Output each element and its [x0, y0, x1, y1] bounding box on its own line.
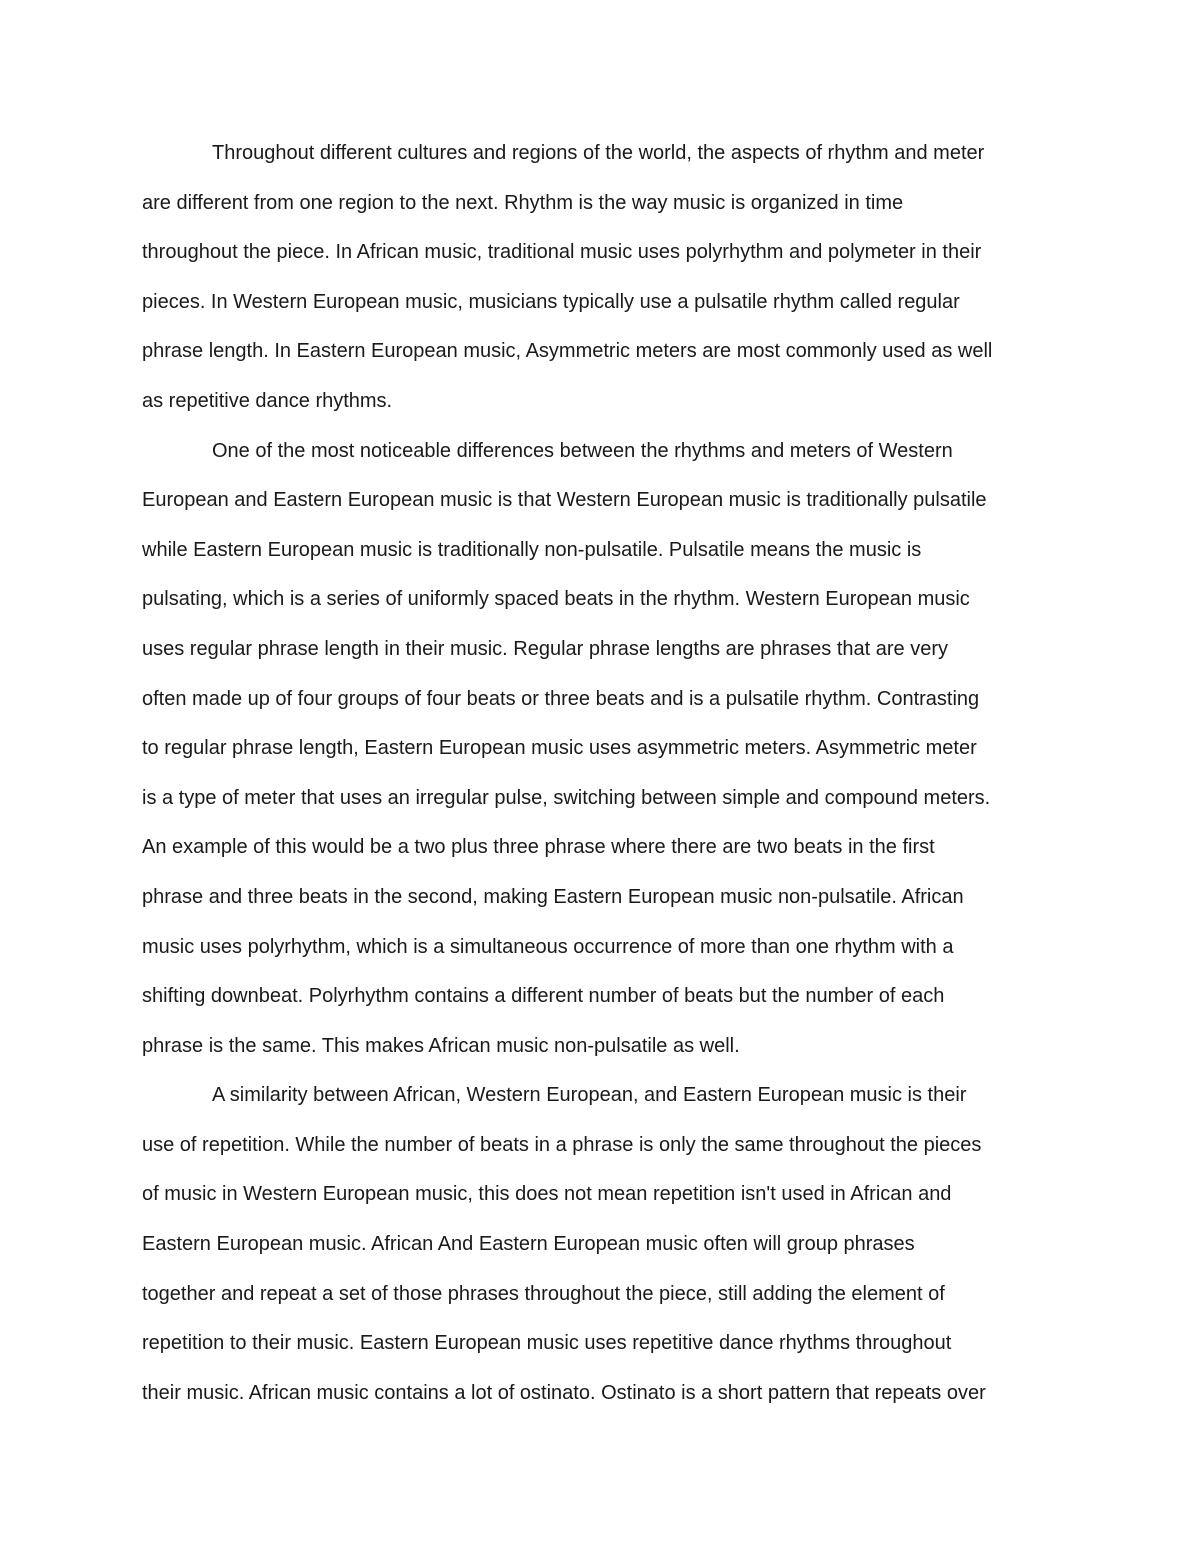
text-line: Throughout different cultures and regions of the world, the aspects of rhythm and meter: [212, 142, 985, 164]
text-line: repetition to their music. Eastern European music uses repetitive dance rhythms throughout: [142, 1332, 952, 1355]
document-body: [142, 129, 1067, 1418]
text-line: to regular phrase length, Eastern European music uses asymmetric meters. Asymmetric meter: [142, 737, 977, 760]
text-line: music uses polyrhythm, which is a simultaneous occurrence of more than one rhythm with a: [142, 935, 954, 958]
text-line: One of the most noticeable differences between the rhythms and meters of Western: [212, 439, 953, 462]
text-line: phrase length. In Eastern European music, Asymmetric meters are most commonly used as well: [142, 340, 993, 363]
text-line: uses regular phrase length in their music. Regular phrase lengths are phrases that are very: [142, 637, 948, 660]
text-line: are different from one region to the next. Rhythm is the way music is organized in time: [142, 191, 904, 214]
text-line: pieces. In Western European music, musicians typically use a pulsatile rhythm called regular: [142, 290, 960, 313]
text-line: phrase is the same. This makes African music non-pulsatile as well.: [142, 1034, 740, 1057]
text-line: A similarity between African, Western European, and Eastern European music is their: [212, 1084, 967, 1107]
paragraph-2: [142, 427, 1067, 1072]
text-line: often made up of four groups of four beats or three beats and is a pulsatile rhythm. Contrasting: [142, 687, 980, 710]
text-line: of music in Western European music, this does not mean repetition isn't used in African and: [142, 1183, 952, 1206]
paragraph-3: [142, 1071, 1067, 1418]
text-line: phrase and three beats in the second, making Eastern European music non-pulsatile. African: [142, 885, 964, 908]
text-line: An example of this would be a two plus three phrase where there are two beats in the first: [142, 836, 935, 859]
text-line: is a type of meter that uses an irregular pulse, switching between simple and compound meters.: [142, 786, 991, 809]
text-line: pulsating, which is a series of uniformly spaced beats in the rhythm. Western European music: [142, 588, 970, 611]
text-line: shifting downbeat. Polyrhythm contains a different number of beats but the number of each: [142, 985, 945, 1008]
paragraph-1: [142, 129, 1067, 427]
text-line: use of repetition. While the number of beats in a phrase is only the same throughout the pieces: [142, 1133, 982, 1156]
text-line: throughout the piece. In African music, traditional music uses polyrhythm and polymeter in their: [142, 241, 982, 264]
text-line: while Eastern European music is traditionally non-pulsatile. Pulsatile means the music is: [142, 538, 922, 561]
text-line: their music. African music contains a lot of ostinato. Ostinato is a short pattern that repeats over: [142, 1381, 986, 1404]
text-line: Eastern European music. African And Eastern European music often will group phrases: [142, 1233, 915, 1256]
text-line: together and repeat a set of those phrases throughout the piece, still adding the element of: [142, 1282, 945, 1305]
text-line: as repetitive dance rhythms.: [142, 389, 393, 412]
text-line: European and Eastern European music is that Western European music is traditionally pulsatile: [142, 489, 987, 512]
